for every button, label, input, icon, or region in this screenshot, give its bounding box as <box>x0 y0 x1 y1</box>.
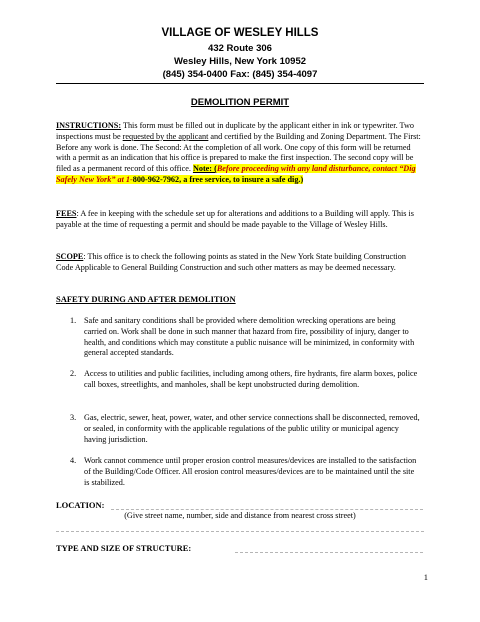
scope-label: SCOPE <box>56 252 84 261</box>
instructions-text-underlined: requested by the applicant <box>122 131 209 141</box>
fees-text: : A fee in keeping with the schedule set up for alterations and additions to a Building will apply. This is payable at the time of requesting a permit and should be made payable to the Village of Wesley Hills. <box>56 209 414 229</box>
note-italic-text: Before proceeding with any land disturbance, contact “Dig Safely New York” at 1- <box>56 164 416 184</box>
item-number: 1. <box>70 316 77 325</box>
header-divider <box>56 83 424 84</box>
scope-text: : This office is to check the following points as stated in the New York State building Construction Code Applicable to General Building Construction and such other matters as may be deemed necessary. <box>56 252 406 272</box>
document-title: DEMOLITION PERMIT <box>190 97 290 108</box>
instructions-text-1: This form must be filled out in duplicate by the applicant either in ink or typewriter. Two inspections must be <box>56 121 414 141</box>
page-number: 1 <box>423 572 428 582</box>
location-label: LOCATION: <box>56 500 105 510</box>
fees-label: FEES <box>56 209 77 218</box>
structure-input-line[interactable] <box>235 552 423 553</box>
org-city: Wesley Hills, New York 10952 <box>173 56 307 67</box>
item-number: 4. <box>70 456 77 465</box>
item-text: Work cannot commence until proper erosion control measures/devices are installed to the satisfaction of the Building/Code Officer. All erosion control measures/devices are to be maintained until the site is stabilized. <box>84 456 417 487</box>
item-number: 2. <box>70 369 77 378</box>
note-phone-text: 800-962-7962, a free service, to insure a safe dig.) <box>132 174 304 184</box>
item-text: Gas, electric, sewer, heat, power, water, and other service connections shall be disconnected, removed, or sealed, in conformity with the applicable regulations of the public utility or municipal agency having jurisdiction. <box>84 413 420 444</box>
item-text: Access to utilities and public facilities, including among others, fire hydrants, fire alarm boxes, police call boxes, streetlights, and manholes, shall be kept unobstructed during demolition. <box>84 369 418 389</box>
safety-heading: SAFETY DURING AND AFTER DEMOLITION <box>56 294 236 304</box>
location-input-line-2[interactable] <box>56 531 424 532</box>
instructions-label: INSTRUCTIONS: <box>56 121 122 130</box>
org-address: 432 Route 306 <box>208 43 272 54</box>
location-hint: (Give street name, number, side and distance from nearest cross street) <box>124 511 356 520</box>
item-number: 3. <box>70 413 77 422</box>
fees-paragraph <box>56 209 424 231</box>
scope-paragraph <box>56 252 424 274</box>
item-text: Safe and sanitary conditions shall be provided where demolition wrecking operations are being carried on. Work shall be done in such manner that hazard from fire, possibility of injury, danger to health, and conditions which may constitute a public nuisance will be minimized, in conformity with general accepted standards. <box>84 316 415 358</box>
org-phone: (845) 354-0400 Fax: (845) 354-4097 <box>162 69 318 80</box>
instructions-text-2: and certified by the Building and Zoning Department. The First: Before any work is done. The Second: At the completion of all work. One copy of this form will be returned with a permit as an indication that his office is prepared to make the first inspection. The second copy will be filed as a permanent record of this office. <box>56 131 421 174</box>
org-name: VILLAGE OF WESLEY HILLS <box>161 27 319 39</box>
note-label: Note: ( <box>192 164 217 174</box>
location-input-line[interactable] <box>111 509 423 510</box>
structure-label: TYPE AND SIZE OF STRUCTURE: <box>56 543 192 553</box>
instructions-paragraph <box>56 121 424 186</box>
